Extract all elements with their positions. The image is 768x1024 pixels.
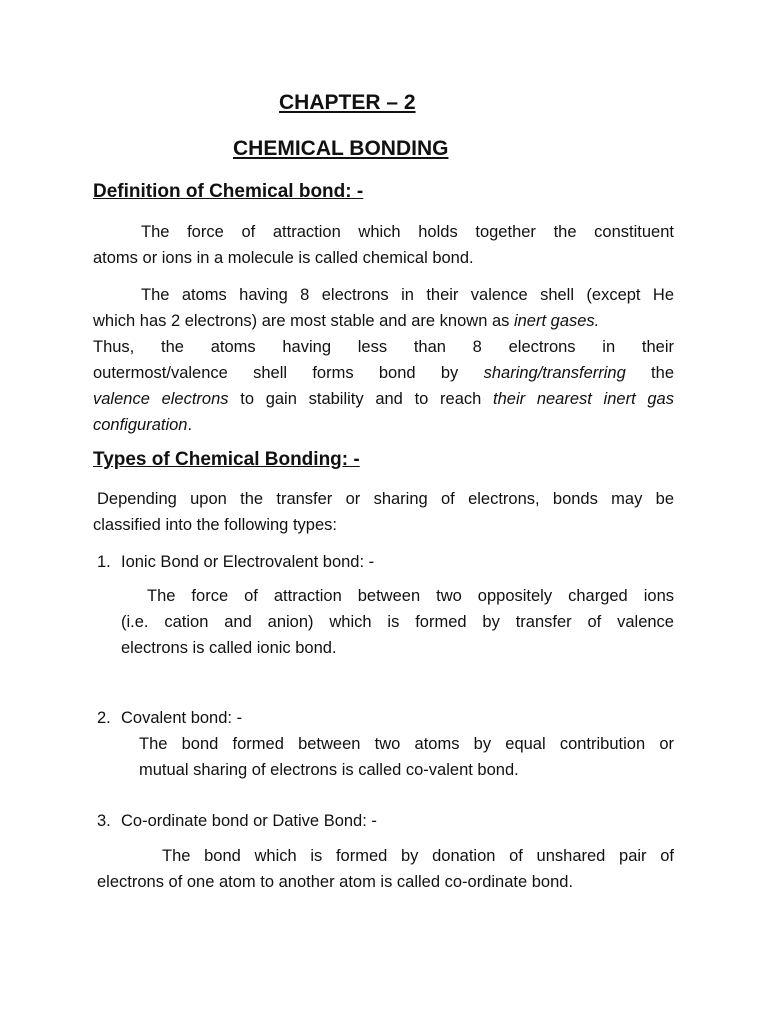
types-intro-line1: Depending upon the transfer or sharing of electrons, bonds may be bbox=[97, 490, 674, 508]
definition-para1-line1: The force of attraction which holds together the constituent bbox=[141, 223, 674, 241]
nearest-inert-gas-term: their nearest inert gas bbox=[493, 390, 674, 408]
inert-gases-term: inert gases. bbox=[513, 312, 600, 330]
para2-line4-text: outermost/valence shell forms bond by bbox=[93, 364, 484, 382]
para2-line4-end: the bbox=[625, 364, 674, 382]
para2-line6-period: . bbox=[187, 416, 193, 434]
para2-line2-text: which has 2 electrons) are most stable and are known as bbox=[93, 312, 514, 330]
para2-line5-text: to gain stability and to reach bbox=[228, 390, 494, 408]
sharing-transferring-term: sharing/transferring bbox=[483, 364, 626, 382]
list-item-3-line2: electrons of one atom to another atom is called co-ordinate bond. bbox=[97, 873, 574, 891]
list-item-2-line2: mutual sharing of electrons is called co-valent bond. bbox=[139, 761, 519, 779]
list-item-3-title: Co-ordinate bond or Dative Bond: - bbox=[121, 812, 377, 830]
list-item-1-number: 1. bbox=[97, 553, 111, 571]
definition-para2-line6 bbox=[93, 412, 192, 438]
definition-para2-line4 bbox=[93, 360, 674, 386]
chapter-title: CHAPTER – 2 bbox=[279, 91, 416, 114]
list-item-2-line1: The bond formed between two atoms by equal contribution or bbox=[139, 735, 674, 753]
definition-heading: Definition of Chemical bond: - bbox=[93, 181, 364, 202]
list-item-2-number: 2. bbox=[97, 709, 111, 727]
list-item-1-line1: The force of attraction between two oppositely charged ions bbox=[147, 587, 674, 605]
list-item-1-line2: (i.e. cation and anion) which is formed by transfer of valence bbox=[121, 613, 674, 631]
list-item-3-line1: The bond which is formed by donation of unshared pair of bbox=[162, 847, 674, 865]
configuration-term: configuration bbox=[93, 416, 188, 434]
definition-para2-line2 bbox=[93, 308, 599, 334]
types-heading: Types of Chemical Bonding: - bbox=[93, 449, 360, 470]
definition-para2-line3: Thus, the atoms having less than 8 electrons in their bbox=[93, 338, 674, 356]
definition-para2-line5 bbox=[93, 386, 674, 412]
list-item-3-number: 3. bbox=[97, 812, 111, 830]
definition-para2-line1: The atoms having 8 electrons in their valence shell (except He bbox=[141, 286, 674, 304]
list-item-1-line3: electrons is called ionic bond. bbox=[121, 639, 337, 657]
definition-para1-line2: atoms or ions in a molecule is called chemical bond. bbox=[93, 249, 474, 267]
chapter-subtitle: CHEMICAL BONDING bbox=[233, 137, 449, 160]
valence-electrons-term: valence electrons bbox=[93, 390, 229, 408]
list-item-2-title: Covalent bond: - bbox=[121, 709, 243, 727]
list-item-1-title: Ionic Bond or Electrovalent bond: - bbox=[121, 553, 375, 571]
types-intro-line2: classified into the following types: bbox=[93, 516, 337, 534]
